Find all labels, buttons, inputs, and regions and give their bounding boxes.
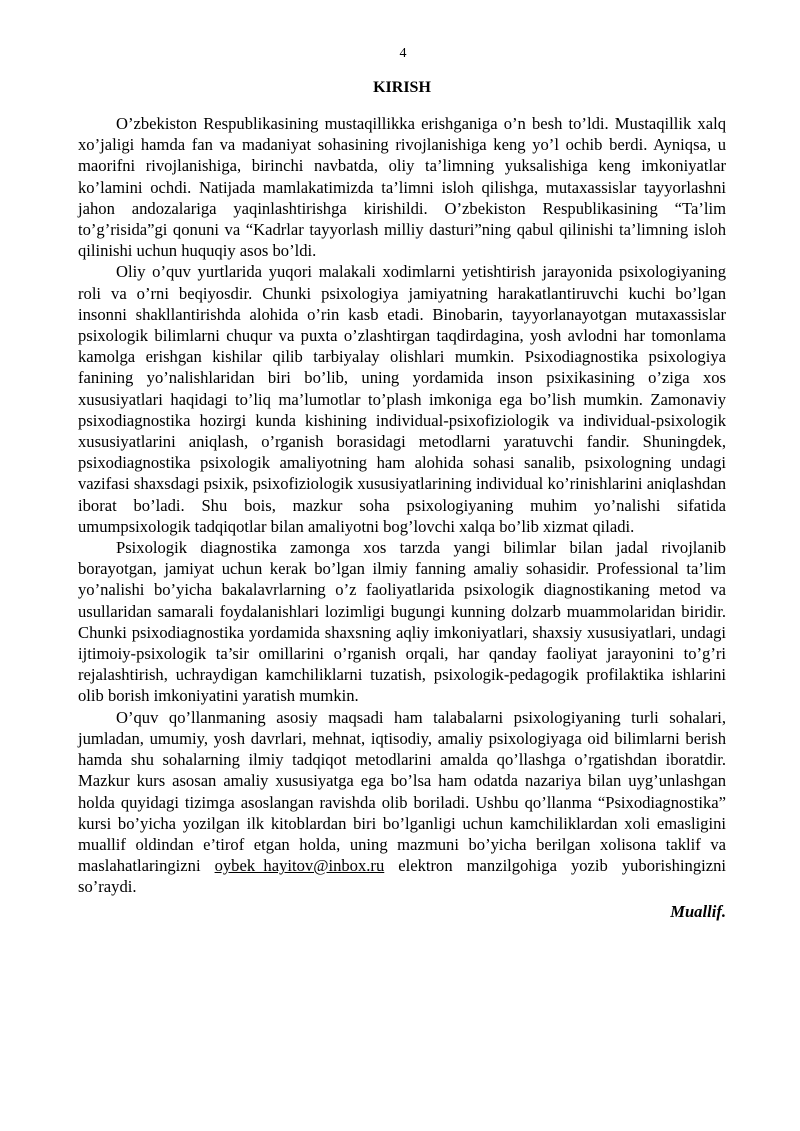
section-heading: KIRISH [373, 79, 431, 96]
paragraph-3: Psixologik diagnostika zamonga xos tarzda yangi bilimlar bilan jadal rivojlanib borayotgan, jamiyat uchun kerak bo’lgan ilmiy fanning amaliy sohasidir. Professional ta’lim yo’nalishi bo’yicha bakalavrlarning o’z faoliyatlarida psixologik diagnostikaning metod va usullaridan samarali foydalanishlari lozimligi bugungi kunning dolzarb muammolaridan biridir. Chunki psixodiagnostika yordamida shaxsning aqliy imkoniyatlari, shaxsiy xususiyatlari, undagi ijtimoiy-psixologik ta’sir omillarini o’rganish orqali, har qanday faoliyat jarayonini to’g’ri rejalashtirish, uchraydigan kamchiliklarni tuzatish, psixologik-pedagogik profilaktika ishlarini olib borish imkoniyatini yaratish mumkin. [78, 538, 726, 706]
author-email-link[interactable]: oybek_hayitov@inbox.ru [214, 856, 385, 876]
paragraph-2: Oliy o’quv yurtlarida yuqori malakali xodimlarni yetishtirish jarayonida psixologiyaning roli va o’rni beqiyosdir. Chunki psixologiya jamiyatning harakatlantiruvchi kuchi bo’lgan insonni shakllantirishda alohida o’rin kasb etadi. Binobarin, tayyorlanayotgan mutaxassislar psixologik bilimlarni chuqur va puxta o’zlashtirgan taqdirdagina, yosh avlodni har tomonlama kamolga erishgan kishilar qilib tarbiyalay olishlari mumkin. Psixodiagnostika psixologiya fanining yo’nalishlaridan biri bo’lib, uning yordamida inson psixikasining o’ziga xos xususiyatlari haqidagi to’liq ma’lumotlar to’plash imkoniga ega bo’lish mumkin. Zamonaviy psixodiagnostika hozirgi kunda kishining individual-psixofiziologik va individual-psixologik xususiyatlarini aniqlash, o’rganish borasidagi metodlarni yaratuvchi fandir. Shuningdek, psixodiagnostika psixologik amaliyotning ham alohida sohasi sanalib, psixologning undagi vazifasi shaxsdagi psixik, psixofiziologik xususiyatlarining individual ko’rinishlarini aniqlashdan iborat bo’ladi. Shu bois, mazkur soha psixologiyaning muhim yo’nalishi sifatida umumpsixologik tadqiqotlar bilan amaliyotni bog’lovchi xalqa bo’lib xizmat qiladi. [78, 262, 726, 536]
paragraph-4-text-start: O’quv qo’llanmaning asosiy maqsadi ham talabalarni psixologiyaning turli sohalari, jumladan, umumiy, yosh davrlari, mehnat, iqtisodiy, amaliy psixologiyaga oid bilimlarni berish hamda shu sohalarning ilmiy tadqiqot metodlarini amalda qo’llashga o’rgatishdan iboratdir. Mazkur kurs asosan amaliy xususiyatga ega bo’lsa ham odatda nazariya bilan uyg’unlashgan holda quyidagi tizimga asoslangan ravishda olib boriladi. Ushbu qo’llanma “Psixodiagnostika” kursi bo’yicha yozilgan ilk kitoblardan biri bo’lganligi uchun kamchiliklardan xoli emasligini muallif oldindan e’tirof etgan holda, uning mazmuni bo’yicha berilgan xolisona taklif va maslahatlaringizni [78, 707, 726, 876]
paragraph-4-text-end: elektron manzilgohiga yozib yuborishingizni so’raydi. [78, 856, 726, 897]
paragraph-1: O’zbekiston Respublikasining mustaqillikka erishganiga o’n besh to’ldi. Mustaqillik xalq xo’jaligi hamda fan va madaniyat sohasining rivojlanishiga keng yo’l ochib berdi. Ayniqsa, u maorifni rivojlanishiga, birinchi navbatda, oliy ta’limning yuksalishiga keng imkoniyatlar ko’lamini ochdi. Natijada mamlakatimizda ta’limni isloh qilishga, mutaxassislar tayyorlashni jahon andozalariga yaqinlashtirishga kirishildi. O’zbekiston Respublikasining “Ta’lim to’g’risida”gi qonuni va “Kadrlar tayyorlash milliy dasturi”ning qabul qilinishi ta’limning isloh qilinishi uchun huquqiy asos bo’ldi. [78, 114, 726, 261]
document-page [78, 44, 726, 922]
author-signature: Muallif. [670, 901, 726, 921]
page-number: 4 [399, 46, 407, 61]
paragraph-4 [78, 707, 726, 898]
